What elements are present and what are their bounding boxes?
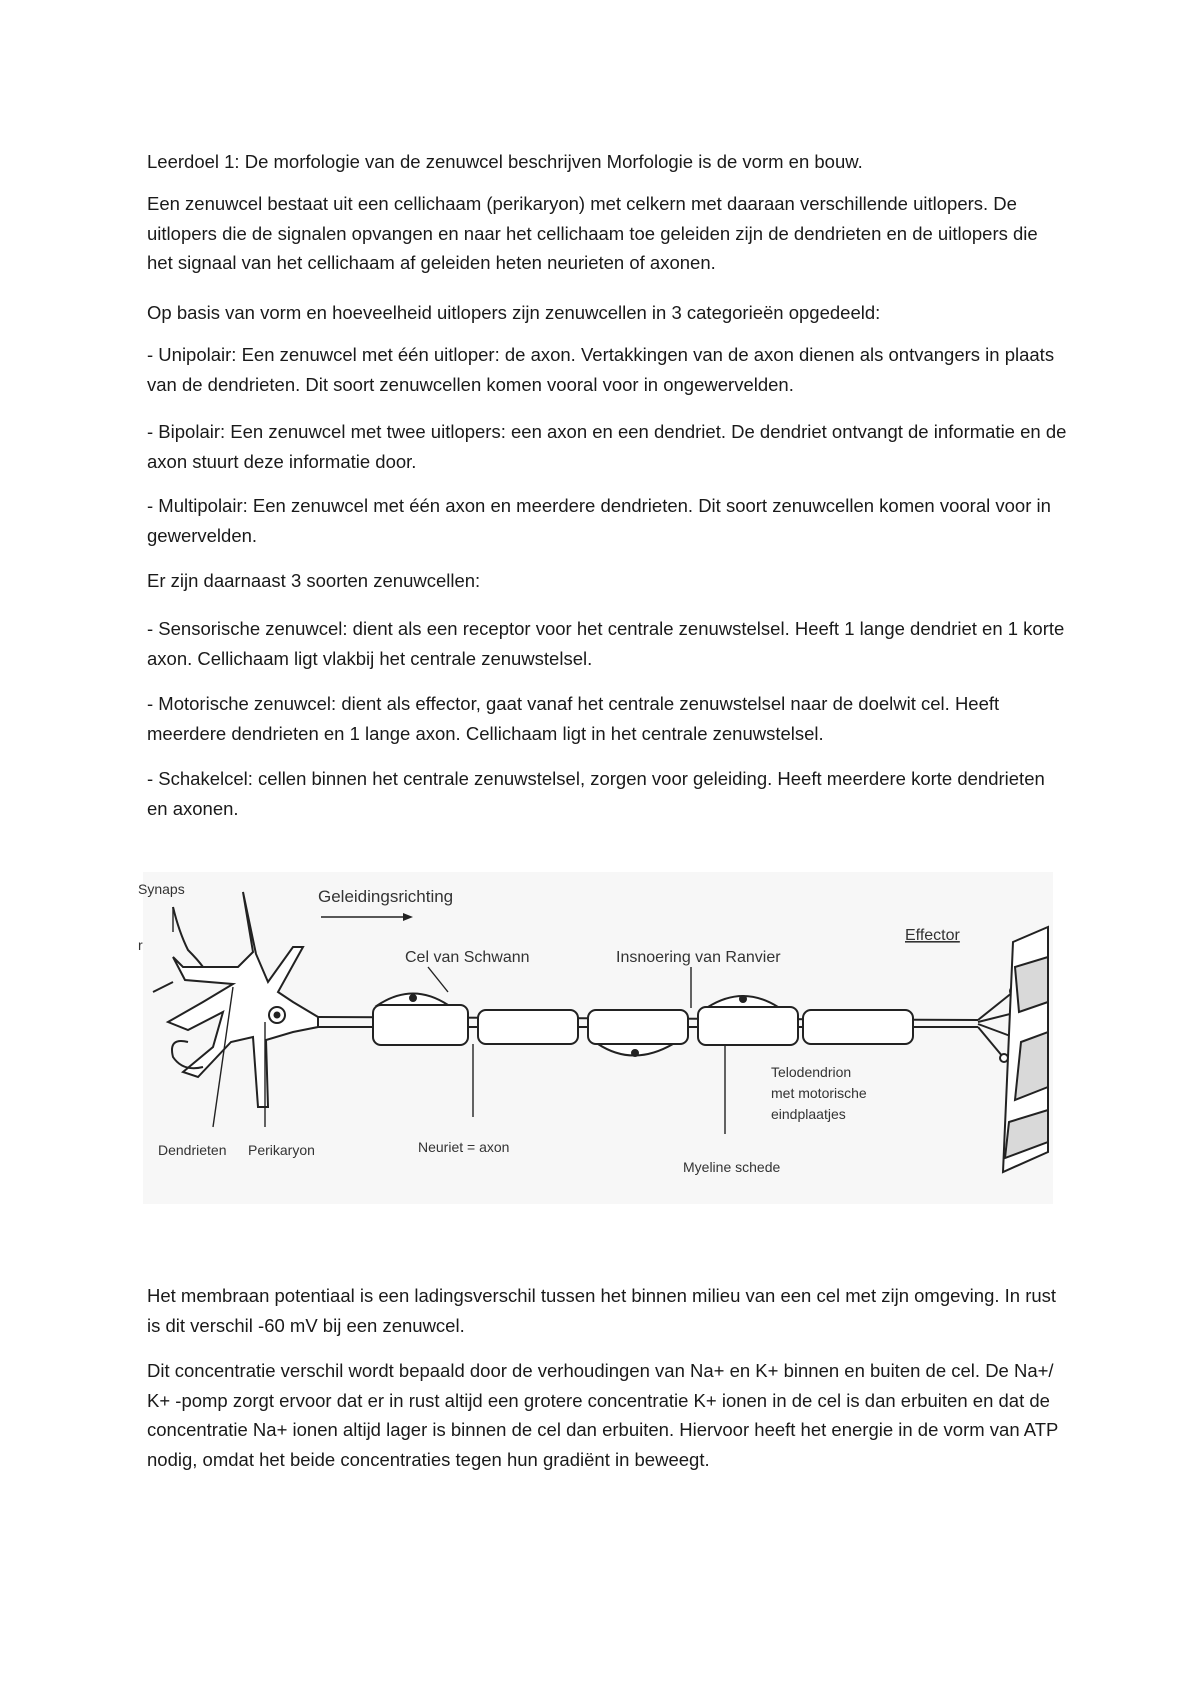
paragraph-sensorisch: - Sensorische zenuwcel: dient als een receptor voor het centrale zenuwstelsel. Heeft 1 lange dendriet en 1 korte axon. Cellichaam ligt vlakbij het centrale zenuwstelsel. [147,618,1065,669]
myelin-segments [373,1005,913,1045]
paragraph-bipolair: - Bipolair: Een zenuwcel met twee uitlopers: een axon en een dendriet. De dendriet ontvangt de informatie en de axon stuurt deze informatie door. [147,421,1067,472]
paragraph-block [147,298,1067,328]
learning-goal-heading [147,147,1067,177]
label-myeline-schede: Myeline schede [683,1159,781,1175]
paragraph-categorieen: Op basis van vorm en hoeveelheid uitlopers zijn zenuwcellen in 3 categorieën opgedeeld: [147,302,881,323]
paragraph-multipolair: - Multipolair: Een zenuwcel met één axon en meerdere dendrieten. Dit soort zenuwcellen komen vooral voor in gewervelden. [147,495,1051,546]
paragraph-block [147,689,1067,748]
paragraph-unipolair: - Unipolair: Een zenuwcel met één uitloper: de axon. Vertakkingen van de axon dienen als ontvangers in plaats van de dendrieten. Dit soort zenuwcellen komen vooral voor in ongewervelden. [147,344,1055,395]
paragraph-block [147,491,1067,550]
paragraph-block [147,1281,1067,1340]
paragraph-block [147,566,1067,596]
label-neuriet-axon: Neuriet = axon [418,1139,510,1155]
label-insnoering-van-ranvier: Insnoering van Ranvier [616,949,781,966]
neuron-diagram-svg [138,872,1053,1204]
label-synaps: Synaps [138,881,185,897]
paragraph-learning-goal: Leerdoel 1: De morfologie van de zenuwcel beschrijven Morfologie is de vorm en bouw. [147,151,863,172]
paragraph-motorisch: - Motorische zenuwcel: dient als effector, gaat vanaf het centrale zenuwstelsel naar de doelwit cel. Heeft meerdere dendrieten en 1 lange axon. Cellichaam ligt in het centrale zenuwstelsel. [147,693,1000,744]
paragraph-schakelcel: - Schakelcel: cellen binnen het centrale zenuwstelsel, zorgen voor geleiding. Heeft meerdere korte dendrieten en axonen. [147,768,1045,819]
paragraph-block [147,417,1067,476]
label-geleidingsrichting: Geleidingsrichting [318,887,454,906]
label-effector: Effector [905,927,960,944]
label-eindplaatjes: eindplaatjes [771,1106,846,1122]
label-met-motorische: met motorische [771,1085,867,1101]
label-telodendrion: Telodendrion [771,1064,852,1080]
paragraph-block [147,340,1067,399]
paragraph-block [147,764,1067,823]
neuron-diagram [138,872,1053,1204]
label-cel-van-schwann: Cel van Schwann [405,949,530,966]
paragraph-soorten: Er zijn daarnaast 3 soorten zenuwcellen: [147,570,481,591]
label-r: r [138,937,143,953]
paragraph-concentratie-verschil: Dit concentratie verschil wordt bepaald door de verhoudingen van Na+ en K+ binnen en buiten de cel. De Na+/ K+ -pomp zorgt ervoor dat er in rust altijd een grotere concentratie K+ ionen in de cel is dan erbuiten en dat de concentratie Na+ ionen altijd lager is binnen de cel dan erbuiten. Hiervoor heeft het energie in de vorm van ATP nodig, omdat het beide concentraties tegen hun gradiënt in beweegt. [147,1360,1058,1470]
paragraph-zenuwcel-bouw: Een zenuwcel bestaat uit een cellichaam (perikaryon) met celkern met daaraan verschillende uitlopers. De uitlopers die de signalen opvangen en naar het cellichaam toe geleiden zijn de dendrieten en de uitlopers die het signaal van het cellichaam af geleiden heten neurieten of axonen. [147,193,1038,273]
paragraph-block [147,1356,1067,1474]
paragraph-block [147,614,1067,673]
label-dendrieten: Dendrieten [158,1142,227,1158]
paragraph-membraan-potentiaal: Het membraan potentiaal is een ladingsverschil tussen het binnen milieu van een cel met zijn omgeving. In rust is dit verschil -60 mV bij een zenuwcel. [147,1285,1057,1336]
paragraph-block [147,189,1067,278]
label-perikaryon: Perikaryon [248,1142,315,1158]
